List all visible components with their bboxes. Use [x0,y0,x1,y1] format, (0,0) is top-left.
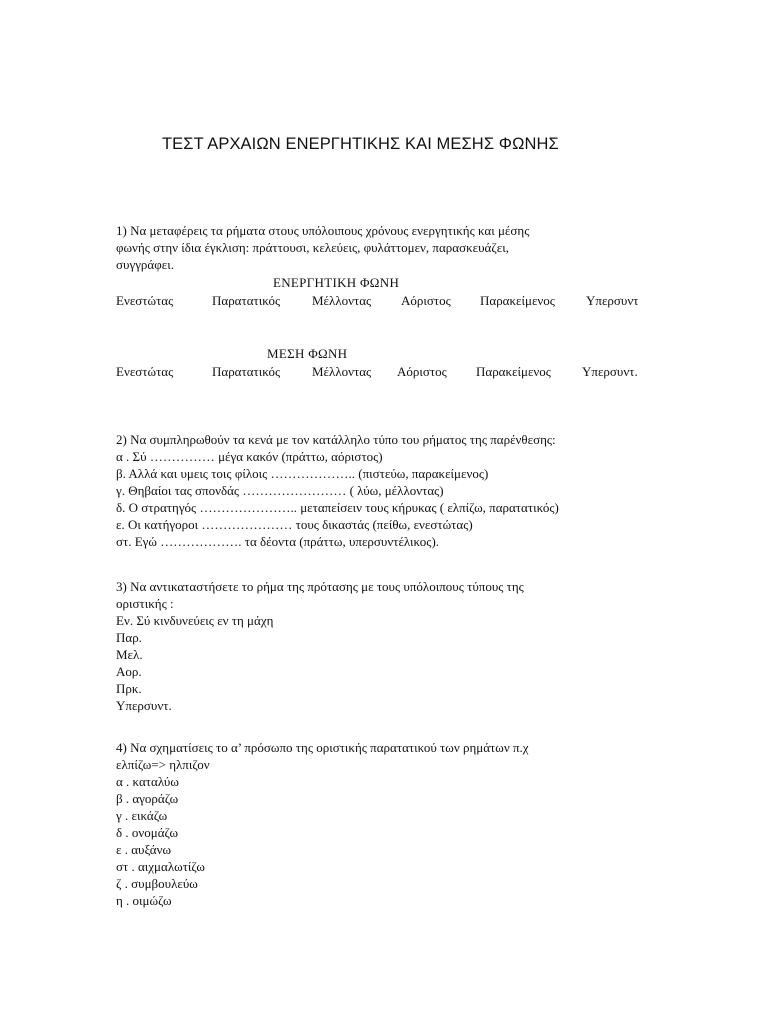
text-line: δ . ονομάζω [116,825,179,840]
text-line: γ. Θηβαίοι τας σπονδάς …………………… ( λύω, μέλλοντας) [116,483,444,498]
question-3-text [116,578,656,714]
tense-label: Παρατατικός [212,293,281,308]
tense-label: Υπερσυντ. [582,364,638,379]
text-line: Παρ. [116,630,142,645]
tense-label: Αόριστος [397,364,447,379]
text-line: ζ . συμβουλεύω [116,876,198,891]
text-line: 3) Να αντικαταστήσετε το ρήμα της πρότασης με τους υπόλοιπους τύπους της [116,579,524,594]
text-line: η . οιμώζω [116,893,172,908]
active-voice-heading: ΕΝΕΡΓΗΤΙΚΗ ΦΩΝΗ [273,275,400,290]
text-line: ε. Οι κατήγοροι ………………… τους δικαστάς (πείθω, ενεστώτας) [116,517,473,532]
text-line: β . αγοράζω [116,791,179,806]
tense-label: Ενεστώτας [116,293,174,308]
question-2-text [116,431,656,550]
text-line: ε . αυξάνω [116,842,172,857]
text-line: στ . αιχμαλωτίζω [116,859,205,874]
text-line: Εν. Σύ κινδυνεύεις εν τη μάχη [116,613,274,628]
text-line: Πρκ. [116,681,142,696]
middle-tenses-row [116,363,656,380]
text-line: β. Αλλά και υμεις τοις φίλοις ……………….. (πιστεύω, παρακείμενος) [116,466,489,481]
question-1-text [116,222,656,273]
tense-label: Ενεστώτας [116,364,174,379]
text-line: α . Σύ …………… μέγα κακόν (πράττω, αόριστος) [116,449,383,464]
text-line: Μελ. [116,647,143,662]
text-line: οριστικής : [116,596,174,611]
tense-label: Μέλλοντας [312,364,372,379]
text-line: α . καταλύω [116,774,179,789]
text-line: 2) Να συμπληρωθούν τα κενά με τον κατάλληλο τύπο του ρήματος της παρένθεσης: [116,432,556,447]
tense-label: Παρατατικός [212,364,281,379]
text-line: δ. Ο στρατηγός ………………….. μεταπείσειν τους κήρυκας ( ελπίζω, παρατατικός) [116,500,559,515]
tense-label: Μέλλοντας [312,293,372,308]
text-line: φωνής στην ίδια έγκλιση: πράττουσι, κελεύεις, φυλάττομεν, παρασκευάζει, [116,240,509,255]
active-tenses-row [116,292,656,309]
text-line: συγγράφει. [116,257,174,272]
text-line: γ . εικάζω [116,808,168,823]
tense-label: Παρακείμενος [476,364,551,379]
text-line: Αορ. [116,664,142,679]
tense-label: Αόριστος [401,293,451,308]
text-line: 1) Να μεταφέρεις τα ρήματα στους υπόλοιπους χρόνους ενεργητικής και μέσης [116,223,530,238]
middle-voice-heading: ΜΕΣΗ ΦΩΝΗ [267,346,348,361]
tense-label: Παρακείμενος [480,293,555,308]
text-line: ελπίζω=> ηλπιζον [116,757,210,772]
text-line: 4) Να σχηματίσεις το α’ πρόσωπο της οριστικής παρατατικού των ρημάτων π.χ [116,740,529,755]
question-4-text [116,739,656,909]
tense-label: Υπερσυντ [586,293,639,308]
document-title: ΤΕΣΤ ΑΡΧΑΙΩΝ ΕΝΕΡΓΗΤΙΚΗΣ ΚΑΙ ΜΕΣΗΣ ΦΩΝΗΣ [162,135,559,153]
text-line: Υπερσυντ. [116,698,172,713]
text-line: στ. Εγώ ………………. τα δέοντα (πράττω, υπερσυντέλικος). [116,534,440,549]
